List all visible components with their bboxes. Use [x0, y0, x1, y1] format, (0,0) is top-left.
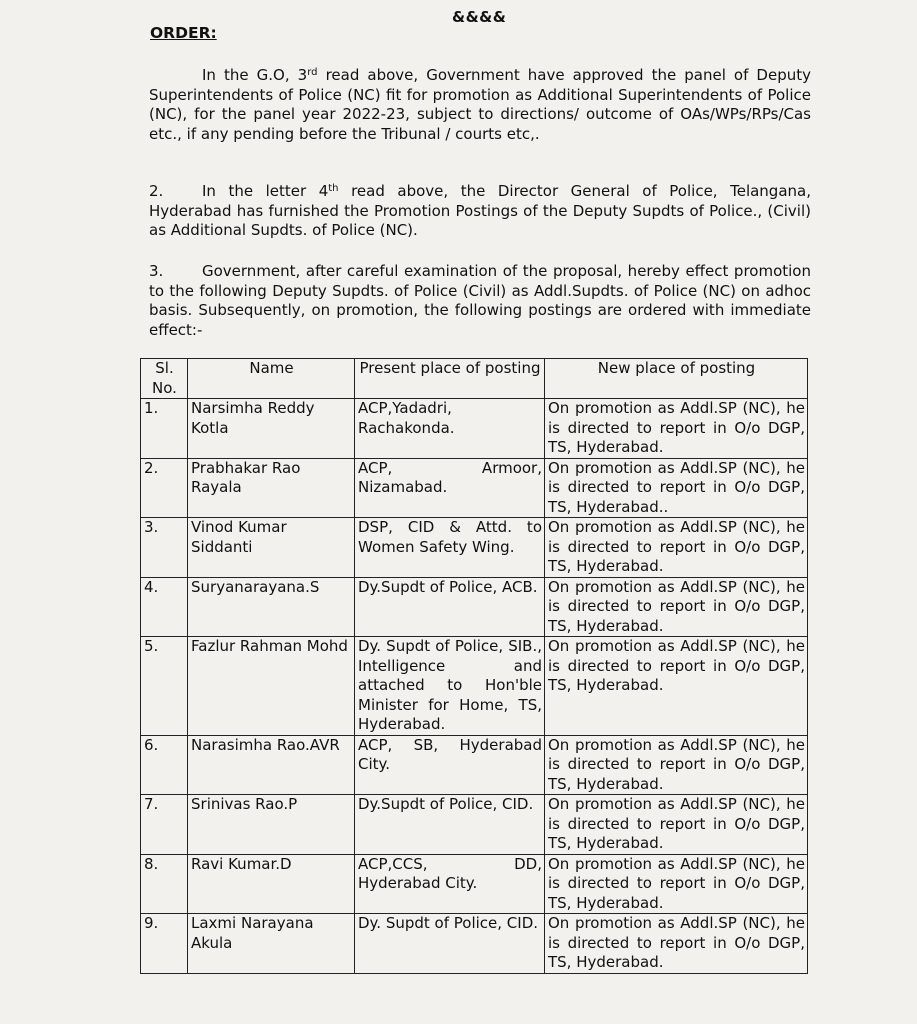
cell-new-posting: On promotion as Addl.SP (NC), he is directed to report in O/o DGP, TS, Hyderabad.: [545, 795, 808, 855]
table-row: [141, 854, 808, 914]
table-row: [141, 577, 808, 637]
cell-present-posting: DSP, CID & Attd. to Women Safety Wing.: [355, 518, 545, 578]
paragraph-1: [149, 66, 811, 144]
cell-present-posting: ACP,CCS, DD, Hyderabad City.: [355, 854, 545, 914]
cell-name: Prabhakar Rao Rayala: [188, 458, 355, 518]
cell-new-posting: On promotion as Addl.SP (NC), he is directed to report in O/o DGP, TS, Hyderabad.: [545, 854, 808, 914]
cell-name: Laxmi Narayana Akula: [188, 914, 355, 974]
paragraph-number: 3.: [149, 262, 164, 280]
cell-name: Narsimha Reddy Kotla: [188, 399, 355, 459]
cell-present-posting: Dy. Supdt of Police, SIB., Intelligence and attached to Hon'ble Minister for Home, TS, Hyderabad.: [355, 637, 545, 736]
cell-name: Ravi Kumar.D: [188, 854, 355, 914]
cell-present-posting: ACP, Armoor, Nizamabad.: [355, 458, 545, 518]
paragraph-2: [149, 182, 811, 241]
table-row: [141, 399, 808, 459]
cell-sl: 3.: [141, 518, 188, 578]
table-row: [141, 637, 808, 736]
cell-new-posting: On promotion as Addl.SP (NC), he is directed to report in O/o DGP, TS, Hyderabad.: [545, 914, 808, 974]
cell-sl: 1.: [141, 399, 188, 459]
header-name: Name: [188, 359, 355, 399]
cell-name: Narasimha Rao.AVR: [188, 735, 355, 795]
cell-sl: 2.: [141, 458, 188, 518]
paragraph-text: Government, after careful examination of the proposal, hereby effect promotion to the following Deputy Supdts. of Police (Civil) as Addl.Supdts. of Police (NC) on adhoc basis. Subsequently, on promotion, the following postings are ordered with immediate effect:-: [149, 262, 811, 339]
table-row: [141, 914, 808, 974]
cell-sl: 9.: [141, 914, 188, 974]
cell-present-posting: ACP, SB, Hyderabad City.: [355, 735, 545, 795]
paragraph-number: 2.: [149, 182, 164, 200]
separator-marker: &&&&: [452, 8, 507, 26]
header-new-posting: New place of posting: [545, 359, 808, 399]
cell-new-posting: On promotion as Addl.SP (NC), he is directed to report in O/o DGP, TS, Hyderabad.: [545, 399, 808, 459]
paragraph-3: [149, 262, 811, 340]
cell-sl: 8.: [141, 854, 188, 914]
cell-sl: 6.: [141, 735, 188, 795]
cell-present-posting: Dy.Supdt of Police, ACB.: [355, 577, 545, 637]
paragraph-text-b: read above, the Director General of Police, Telangana, Hyderabad has furnished the Promotion Postings of the Deputy Supdts of Police., (Civil) as Additional Supdts. of Police (NC).: [149, 182, 811, 239]
cell-new-posting: On promotion as Addl.SP (NC), he is directed to report in O/o DGP, TS, Hyderabad.: [545, 637, 808, 736]
paragraph-text-a: In the G.O, 3: [202, 66, 308, 84]
cell-present-posting: Dy.Supdt of Police, CID.: [355, 795, 545, 855]
cell-new-posting: On promotion as Addl.SP (NC), he is directed to report in O/o DGP, TS, Hyderabad.: [545, 577, 808, 637]
paragraph-text-b: read above, Government have approved the panel of Deputy Superintendents of Police (NC) fit for promotion as Additional Superintendents of Police (NC), for the panel year 2022-23, subject to directions/ outcome of OAs/WPs/RPs/Cas etc., if any pending before the Tribunal / courts etc,.: [149, 66, 811, 143]
promotion-postings-table: [140, 358, 808, 974]
cell-sl: 7.: [141, 795, 188, 855]
paragraph-text-a: In the letter 4: [202, 182, 329, 200]
table-row: [141, 458, 808, 518]
cell-present-posting: ACP,Yadadri, Rachakonda.: [355, 399, 545, 459]
cell-new-posting: On promotion as Addl.SP (NC), he is directed to report in O/o DGP, TS, Hyderabad.: [545, 518, 808, 578]
table-row: [141, 518, 808, 578]
table-header-row: [141, 359, 808, 399]
cell-new-posting: On promotion as Addl.SP (NC), he is directed to report in O/o DGP, TS, Hyderabad.: [545, 735, 808, 795]
cell-name: Vinod Kumar Siddanti: [188, 518, 355, 578]
cell-sl: 5.: [141, 637, 188, 736]
header-sl-no: Sl. No.: [141, 359, 188, 399]
cell-name: Srinivas Rao.P: [188, 795, 355, 855]
order-heading: ORDER:: [150, 24, 217, 42]
cell-sl: 4.: [141, 577, 188, 637]
table-row: [141, 735, 808, 795]
cell-new-posting: On promotion as Addl.SP (NC), he is directed to report in O/o DGP, TS, Hyderabad..: [545, 458, 808, 518]
cell-name: Fazlur Rahman Mohd: [188, 637, 355, 736]
table-row: [141, 795, 808, 855]
ordinal-suffix: rd: [307, 67, 318, 78]
cell-present-posting: Dy. Supdt of Police, CID.: [355, 914, 545, 974]
cell-name: Suryanarayana.S: [188, 577, 355, 637]
header-present-posting: Present place of posting: [355, 359, 545, 399]
ordinal-suffix: th: [328, 183, 339, 194]
